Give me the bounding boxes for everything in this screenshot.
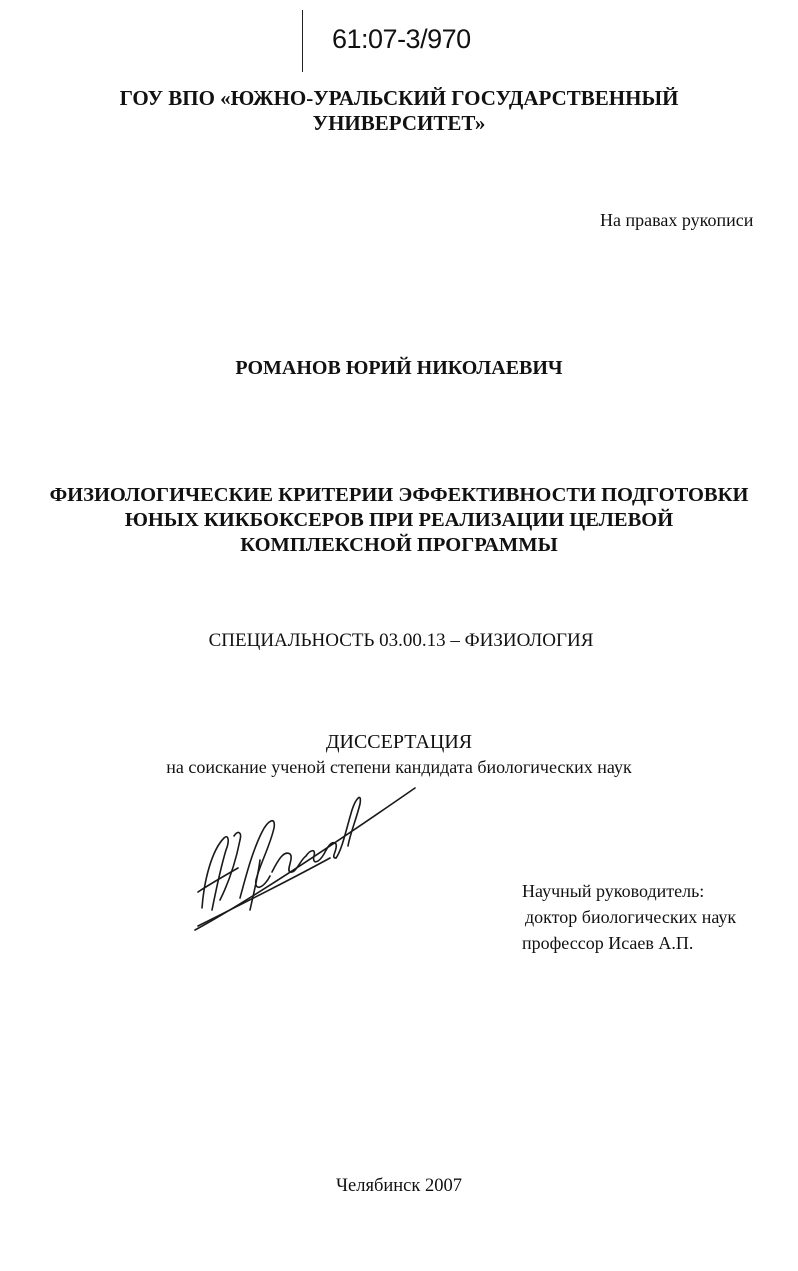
title-line-3: КОМПЛЕКСНОЙ ПРОГРАММЫ xyxy=(240,534,558,556)
organization-line-1: ГОУ ВПО «ЮЖНО-УРАЛЬСКИЙ ГОСУДАРСТВЕННЫЙ xyxy=(119,86,679,110)
specialty: СПЕЦИАЛЬНОСТЬ 03.00.13 – ФИЗИОЛОГИЯ xyxy=(208,630,594,651)
rights-note: На правах рукописи xyxy=(600,210,754,230)
organization-name xyxy=(0,86,798,136)
organization-line-2: УНИВЕРСИТЕТ» xyxy=(312,111,486,135)
supervisor-degree: доктор биологических наук xyxy=(525,907,737,927)
title-line-2: ЮНЫХ КИКБОКСЕРОВ ПРИ РЕАЛИЗАЦИИ ЦЕЛЕВОЙ xyxy=(124,509,674,531)
author-name: РОМАНОВ ЮРИЙ НИКОЛАЕВИЧ xyxy=(235,357,563,379)
catalog-number: 61:07-3/970 xyxy=(332,24,471,54)
supervisor-label: Научный руководитель: xyxy=(522,881,705,901)
handwritten-signature xyxy=(190,780,430,940)
dissertation-title xyxy=(0,483,798,558)
margin-rule xyxy=(302,10,303,72)
title-line-1: ФИЗИОЛОГИЧЕСКИЕ КРИТЕРИИ ЭФФЕКТИВНОСТИ ПОДГОТОВКИ xyxy=(49,484,749,506)
supervisor-block xyxy=(522,878,736,956)
supervisor-name: профессор Исаев А.П. xyxy=(522,933,694,953)
city-year: Челябинск 2007 xyxy=(335,1176,462,1196)
degree-statement: на соискание ученой степени кандидата биологических наук xyxy=(166,757,632,777)
document-type: ДИССЕРТАЦИЯ xyxy=(325,731,473,753)
